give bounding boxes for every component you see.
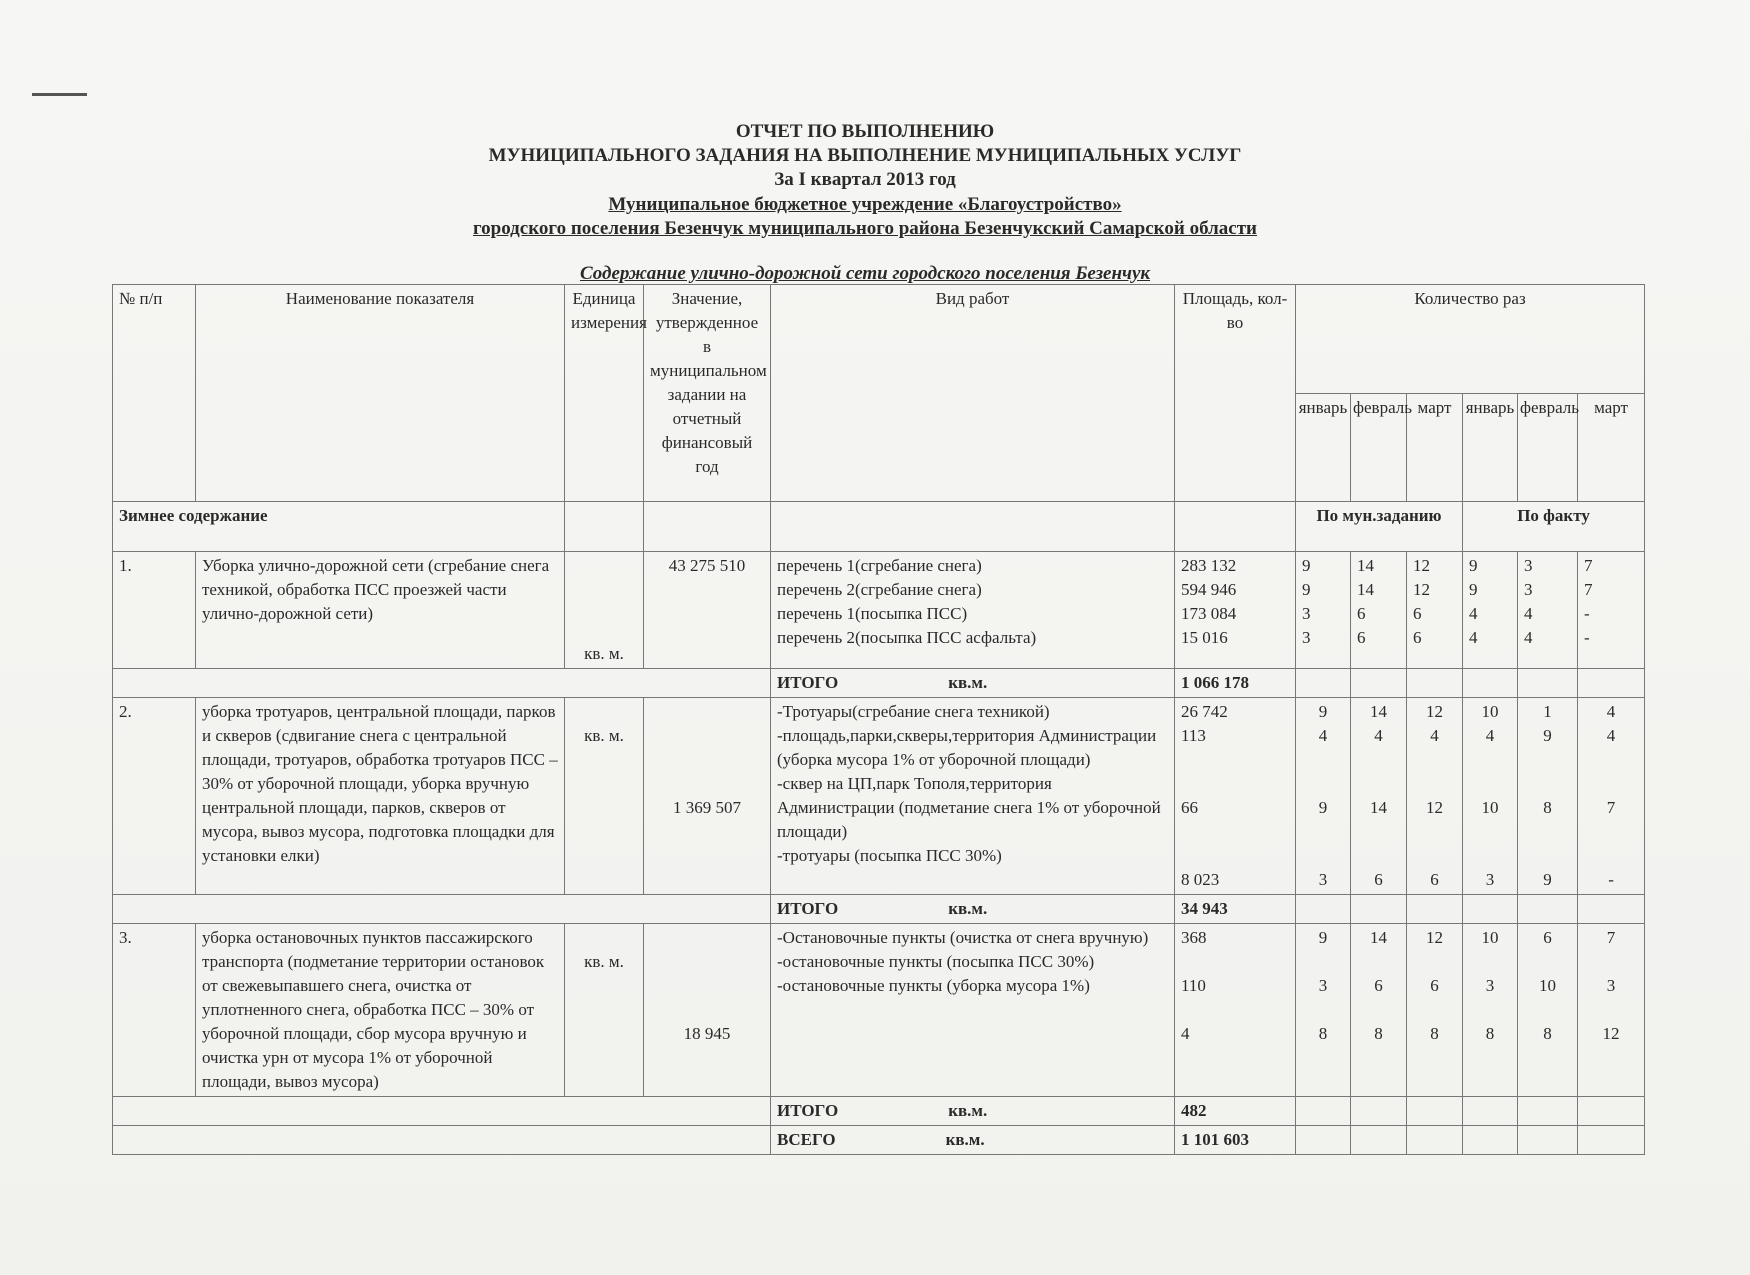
- work-item: -остановочные пункты (уборка мусора 1%): [777, 976, 1090, 995]
- total-label: ИТОГО кв.м.: [771, 895, 1175, 924]
- plan-jan: 9 9 3 3: [1296, 552, 1351, 669]
- plan-mar: 12 12 6 6: [1407, 552, 1463, 669]
- row-areas: [1175, 924, 1296, 1097]
- header-month: март: [1578, 393, 1645, 502]
- fact-mar: 7 3 12: [1578, 924, 1645, 1097]
- row-value: 18 945: [644, 924, 771, 1097]
- plan-feb: 14 6 8: [1351, 924, 1407, 1097]
- fact-label: По факту: [1463, 502, 1645, 552]
- row-value: 1 369 507: [644, 698, 771, 895]
- row-name: уборка тротуаров, центральной площади, парков и скверов (сдвигание снега с центральной площади, тротуаров, обработка тротуаров ПСС – 30% от уборочной площади, уборка вручную центральной площади, парков, скверов от мусора, вывоз мусора, подготовка площадки для установки елки): [196, 698, 565, 895]
- area-value: 66: [1181, 798, 1198, 817]
- report-subtitle: МУНИЦИПАЛЬНОГО ЗАДАНИЯ НА ВЫПОЛНЕНИЕ МУНИЦИПАЛЬНЫХ УСЛУГ: [488, 145, 1242, 166]
- header-month: февраль: [1518, 393, 1578, 502]
- header-work: Вид работ: [771, 285, 1175, 502]
- group-row: [113, 502, 1645, 552]
- work-item: перечень 1(сгребание снега): [777, 556, 982, 575]
- table-row: [113, 924, 1645, 1097]
- total-row: [113, 669, 1645, 698]
- report-period: За I квартал 2013 год: [774, 169, 956, 190]
- report-title: ОТЧЕТ ПО ВЫПОЛНЕНИЮ: [735, 121, 995, 142]
- area-value: 594 946: [1181, 580, 1237, 599]
- fact-feb: 1 9 8 9: [1518, 698, 1578, 895]
- row-name: уборка остановочных пунктов пассажирского транспорта (подметание территории остановок от свежевыпавшего снега, очистка от уплотненного снега, обработка ПСС – 30% от уборочной площади, сбор мусора вручную и очистка урн от мусора 1% от уборочной площади, вывоз мусора): [196, 924, 565, 1097]
- area-value: 26 742: [1181, 702, 1228, 721]
- section-title: Содержание улично-дорожной сети городского поселения Безенчук: [579, 263, 1151, 284]
- plan-feb: 14 4 14 6: [1351, 698, 1407, 895]
- header-month: март: [1407, 393, 1463, 502]
- total-row: [113, 895, 1645, 924]
- work-item: перечень 1(посыпка ПСС): [777, 604, 968, 623]
- fact-jan: 9 9 4 4: [1463, 552, 1518, 669]
- row-unit: кв. м.: [565, 698, 644, 895]
- work-item: -тротуары (посыпка ПСС 30%): [777, 846, 1002, 865]
- report-table: [112, 284, 1645, 1155]
- scan-mark: [32, 93, 87, 96]
- fact-mar: 7 7 - -: [1578, 552, 1645, 669]
- fact-jan: 10 3 8: [1463, 924, 1518, 1097]
- area-value: 173 084: [1181, 604, 1237, 623]
- total-label: ИТОГО кв.м.: [771, 1097, 1175, 1126]
- total-value: 34 943: [1175, 895, 1296, 924]
- header-name: Наименование показателя: [196, 285, 565, 502]
- work-item: -площадь,парки,скверы,территория Администрации (уборка мусора 1% от уборочной площади): [777, 726, 1157, 769]
- header-area: Площадь, кол-во: [1175, 285, 1296, 502]
- plan-jan: 9 4 9 3: [1296, 698, 1351, 895]
- row-areas: [1175, 698, 1296, 895]
- total-label: ИТОГО кв.м.: [771, 669, 1175, 698]
- row-works: [771, 698, 1175, 895]
- plan-feb: 14 14 6 6: [1351, 552, 1407, 669]
- row-unit: кв. м.: [565, 552, 644, 669]
- row-num: 1.: [113, 552, 196, 669]
- area-value: 368: [1181, 928, 1207, 947]
- header-unit: Единица измерения: [565, 285, 644, 502]
- plan-label: По мун.заданию: [1296, 502, 1463, 552]
- organization-name: Муниципальное бюджетное учреждение «Благоустройство»: [608, 194, 1122, 215]
- table-row: [113, 698, 1645, 895]
- header-month: февраль: [1351, 393, 1407, 502]
- table-row: [113, 552, 1645, 669]
- row-areas: [1175, 552, 1296, 669]
- area-value: 4: [1181, 1024, 1190, 1043]
- plan-jan: 9 3 8: [1296, 924, 1351, 1097]
- header-row: [113, 285, 1645, 394]
- row-works: [771, 552, 1175, 669]
- area-value: 113: [1181, 726, 1206, 745]
- total-value: 1 066 178: [1175, 669, 1296, 698]
- header-month: январь: [1463, 393, 1518, 502]
- plan-mar: 12 4 12 6: [1407, 698, 1463, 895]
- work-item: -сквер на ЦП,парк Тополя,территория Администрации (подметание снега 1% от уборочной площади): [777, 774, 1161, 841]
- total-value: 482: [1175, 1097, 1296, 1126]
- group-label: Зимнее содержание: [113, 502, 565, 552]
- row-num: 3.: [113, 924, 196, 1097]
- fact-feb: 3 3 4 4: [1518, 552, 1578, 669]
- organization-location: городского поселения Безенчук муниципального района Безенчукский Самарской области: [473, 218, 1257, 239]
- row-name: Уборка улично-дорожной сети (сгребание снега техникой, обработка ПСС проезжей части улично-дорожной сети): [196, 552, 565, 669]
- grand-total-row: [113, 1126, 1645, 1155]
- header-value: Значение, утвержденное в муниципальном задании на отчетный финансовый год: [644, 285, 771, 502]
- grand-total-label: ВСЕГО кв.м.: [771, 1126, 1175, 1155]
- area-value: 110: [1181, 976, 1206, 995]
- total-row: [113, 1097, 1645, 1126]
- work-item: перечень 2(посыпка ПСС асфальта): [777, 628, 1037, 647]
- work-item: -Остановочные пункты (очистка от снега вручную): [777, 928, 1149, 947]
- area-value: 15 016: [1181, 628, 1228, 647]
- header-month: январь: [1296, 393, 1351, 502]
- area-value: 283 132: [1181, 556, 1237, 575]
- header-count: Количество раз: [1296, 285, 1645, 394]
- fact-feb: 6 10 8: [1518, 924, 1578, 1097]
- fact-mar: 4 4 7 -: [1578, 698, 1645, 895]
- row-value: 43 275 510: [644, 552, 771, 669]
- work-item: -Тротуары(сгребание снега техникой): [777, 702, 1050, 721]
- plan-mar: 12 6 8: [1407, 924, 1463, 1097]
- work-item: перечень 2(сгребание снега): [777, 580, 982, 599]
- row-works: [771, 924, 1175, 1097]
- grand-total-value: 1 101 603: [1175, 1126, 1296, 1155]
- area-value: 8 023: [1181, 870, 1220, 889]
- header-num: № п/п: [113, 285, 196, 502]
- row-num: 2.: [113, 698, 196, 895]
- work-item: -остановочные пункты (посыпка ПСС 30%): [777, 952, 1095, 971]
- row-unit: кв. м.: [565, 924, 644, 1097]
- fact-jan: 10 4 10 3: [1463, 698, 1518, 895]
